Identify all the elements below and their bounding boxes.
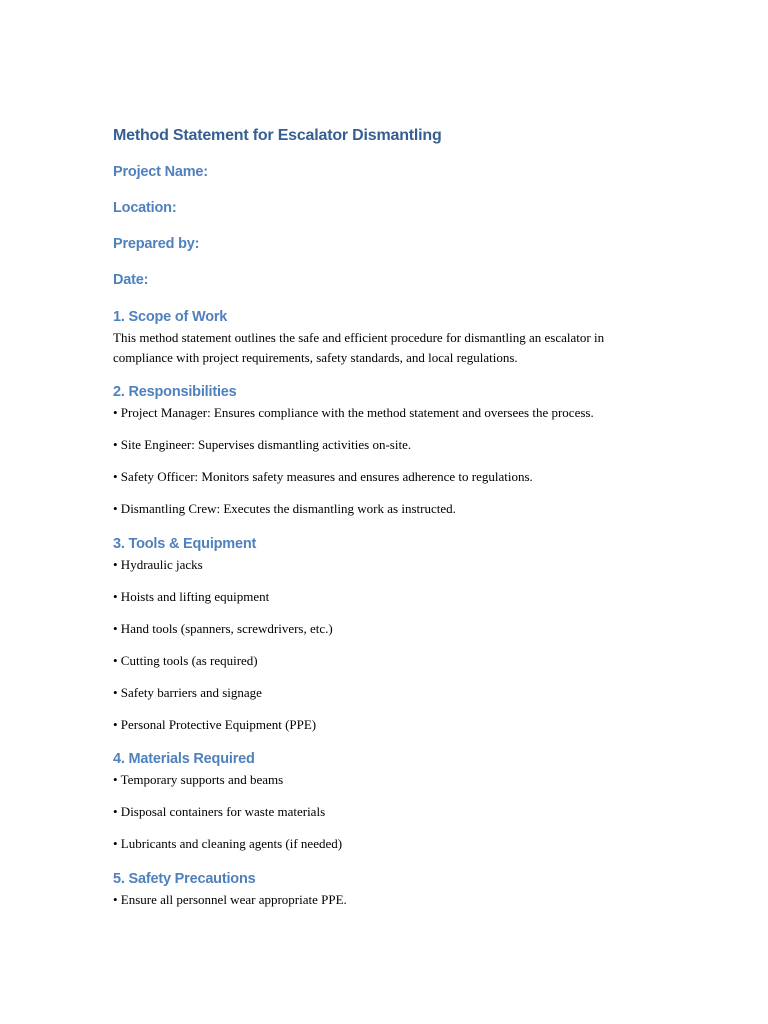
section-paragraph-scope-of-work: This method statement outlines the safe and efficient procedure for dismantling an escalator in compliance with project requirements, safety standards, and local regulations. (113, 330, 605, 365)
document-content (113, 124, 658, 909)
field-date: Date: (113, 272, 149, 288)
list-item-tool: • Safety barriers and signage (113, 684, 262, 700)
section-heading-safety-precautions: 5. Safety Precautions (113, 870, 256, 887)
field-project-name: Project Name: (113, 164, 208, 180)
list-item-responsibility: • Dismantling Crew: Executes the dismantling work as instructed. (113, 501, 456, 516)
list-item-tool: • Hoists and lifting equipment (113, 588, 270, 604)
field-prepared-by: Prepared by: (113, 236, 200, 252)
list-item-material: • Disposal containers for waste materials (113, 804, 326, 819)
section-heading-materials-required: 4. Materials Required (113, 751, 255, 767)
section-heading-responsibilities: 2. Responsibilities (113, 384, 237, 400)
list-item-responsibility: • Project Manager: Ensures compliance with the method statement and oversees the process. (113, 405, 594, 420)
list-item-material: • Temporary supports and beams (113, 772, 284, 787)
list-item-responsibility: • Site Engineer: Supervises dismantling activities on-site. (113, 437, 412, 452)
list-item-tool: • Hydraulic jacks (113, 556, 203, 572)
section-heading-tools-equipment: 3. Tools & Equipment (113, 535, 257, 552)
list-item-tool: • Personal Protective Equipment (PPE) (113, 716, 317, 732)
section-heading-scope-of-work: 1. Scope of Work (113, 309, 228, 325)
list-item-responsibility: • Safety Officer: Monitors safety measures and ensures adherence to regulations. (113, 469, 533, 484)
list-item-tool: • Cutting tools (as required) (113, 652, 258, 668)
list-item-material: • Lubricants and cleaning agents (if needed) (113, 836, 343, 851)
field-location: Location: (113, 200, 177, 216)
document-title: Method Statement for Escalator Dismantling (113, 127, 442, 144)
list-item-tool: • Hand tools (spanners, screwdrivers, etc.) (113, 620, 333, 636)
list-item-safety-precaution: • Ensure all personnel wear appropriate PPE. (113, 891, 347, 907)
